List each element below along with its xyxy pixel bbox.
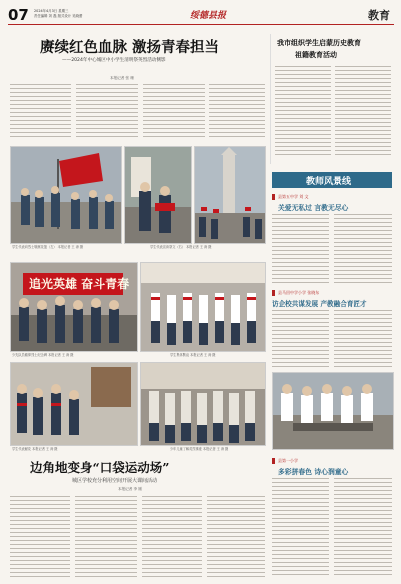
column-item2-text-col2: [334, 310, 392, 368]
column-item3-text-col1: [272, 478, 329, 578]
photo-caption-3: 少先队员瞻仰烈士纪念碑 本报记者 王 涛 摄: [12, 353, 74, 357]
top-story-text-col3: [143, 84, 205, 140]
column-item1-kicker: 县第五中学 刘 文: [278, 194, 309, 199]
column-banner: [272, 172, 392, 188]
photo-caption-2: 学生代表宣读祭文（右） 本报记者 王 涛 摄: [150, 245, 212, 249]
page-number: 07: [8, 6, 29, 24]
side-story-text-col2: [335, 66, 391, 158]
side-story-headline-2: 祖籍教育活动: [295, 50, 337, 59]
column-item2-text-col1: [272, 310, 329, 368]
bottom-story-text-col2: [75, 496, 137, 578]
top-story-text-col2: [76, 84, 138, 140]
column-title: 教师风景线: [306, 177, 352, 187]
masthead: [8, 6, 394, 25]
column-item3-text-col2: [334, 478, 392, 578]
newspaper-name: 绥德县报: [190, 11, 227, 21]
bottom-story-headline: 边角地变身“口袋运动场”: [30, 460, 170, 475]
bottom-story-text-col1: [10, 496, 70, 578]
photo-caption-6: 少年儿童了解英烈事迹 本报记者 王 涛 摄: [170, 447, 229, 451]
photo-exhibition: [140, 362, 266, 446]
column-item2-headline: 访企校共谋发展 产教融合育匠才: [272, 300, 367, 308]
side-story-top: [270, 34, 395, 164]
side-story-text-col1: [275, 66, 331, 158]
top-story-text-col1: [10, 84, 71, 140]
photo-caption-1: 学生代表向烈士敬献花篮（左） 本报记者 王 涛 摄: [12, 245, 83, 249]
top-story-text-col4: [209, 84, 265, 140]
column-item3-kicker: 县第一小学: [278, 458, 298, 463]
bottom-story-text-col3: [142, 496, 202, 578]
bottom-story-subheadline: 城区学校充分利用空间开展大课间活动: [72, 478, 158, 484]
photo-students-flag: [10, 146, 122, 244]
bottom-story-byline: 本报记者 李 刚: [118, 487, 142, 491]
photo-caption-5: 学生代表献花 本报记者 王 涛 摄: [12, 447, 58, 451]
photo-students-rows: [140, 262, 266, 352]
photo-monument: [194, 146, 266, 244]
top-story-subheadline: ——2024年中心城区中小学生清明祭英烈活动侧影: [62, 58, 166, 63]
top-story-headline: 赓续红色血脉 激扬青春担当: [40, 39, 220, 56]
date-line: 2024年4月3日 星期三: [34, 9, 69, 13]
column-item1-text-col1: [272, 214, 329, 284]
side-story-headline-1: 我市组织学生启蒙历史教育: [277, 38, 361, 47]
column-item3-marker: [272, 458, 275, 464]
column-item2-kicker: 县马回中学小学 张晓东: [278, 290, 320, 295]
photo-banner-students: [10, 262, 138, 352]
top-story-byline: 本报记者 张 珊: [110, 76, 134, 80]
section-label: 教育: [368, 9, 390, 22]
photo-students-ceremony: [124, 146, 192, 244]
bottom-story-text-col4: [207, 496, 265, 578]
column-item1-marker: [272, 194, 275, 200]
photo-students-workshop: [272, 372, 394, 450]
column-item1-headline: 关爱无私过 言教无尽心: [278, 204, 349, 212]
photo-banner-text: 追光英雄 奋斗青春: [29, 277, 130, 291]
meta-line: 责任编辑 刘 磊 版式设计 吴晓蕾: [34, 14, 83, 18]
column-item3-headline: 多彩拼春色 诗心润童心: [278, 468, 349, 476]
column-item1-text-col2: [334, 214, 392, 284]
photo-caption-4: 学生集体默哀 本报记者 王 涛 摄: [170, 353, 216, 357]
photo-students-hall: [10, 362, 138, 446]
column-item2-marker: [272, 290, 275, 296]
